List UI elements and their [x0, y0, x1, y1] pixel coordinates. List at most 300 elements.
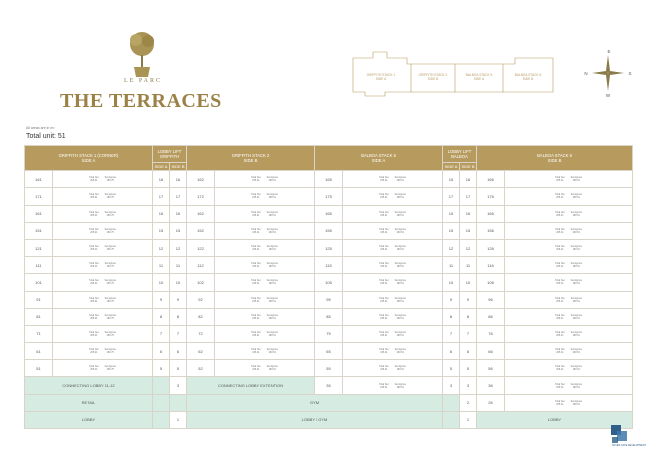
lift-floor: 16 [460, 205, 477, 222]
lift-floor: 11 [170, 257, 187, 274]
area-value: 180.75 [106, 351, 114, 355]
area-value: 180.51 [572, 316, 580, 320]
lift-floor: 7 [170, 325, 187, 342]
area-cell [505, 274, 633, 291]
table-row [25, 291, 633, 308]
lift-floor: 6 [170, 343, 187, 360]
area-value: 180.51 [572, 213, 580, 217]
lift-floor: 1 [170, 411, 187, 428]
area-label: Semigross [266, 296, 278, 300]
area-label: Semigross [266, 193, 278, 197]
area-value: 180.51 [268, 333, 276, 337]
area-label: Semigross [570, 296, 582, 300]
area-label: Semigross [266, 262, 278, 266]
header-balboa5: BALBOA STACK 5 SIDE A [315, 146, 443, 171]
area-cell [215, 291, 315, 308]
unit-number: 26 [477, 394, 505, 411]
area-label: Semigross [570, 279, 582, 283]
area-value: 205.21 [90, 316, 98, 320]
area-cell [343, 257, 443, 274]
area-value: 180.51 [396, 196, 404, 200]
area-value: 195.21 [380, 299, 388, 303]
area-label: Total Net [555, 296, 565, 300]
area-label: Semigross [394, 348, 406, 352]
lift-floor: 16 [170, 171, 187, 188]
area-value: 195.21 [252, 351, 260, 355]
lift-floor: 10 [153, 274, 170, 291]
area-value: 180.51 [572, 196, 580, 200]
area-cell [53, 239, 153, 256]
lift-floor: 3 [443, 377, 460, 394]
area-value: 180.75 [106, 196, 114, 200]
area-cell [505, 308, 633, 325]
area-value: 205.21 [90, 265, 98, 269]
lift-floor-empty [153, 394, 170, 411]
area-value: 180.51 [396, 230, 404, 234]
area-value: 195.21 [380, 196, 388, 200]
area-label: Semigross [104, 210, 116, 214]
header-side-a: SIDE A [153, 163, 170, 171]
area-label: Total Net [251, 227, 261, 231]
unit-number: 161 [25, 171, 53, 188]
header-griffith1: GRIFFITH STACK 1 (CORNER) SIDE A [25, 146, 153, 171]
area-value: 180.75 [106, 316, 114, 320]
area-label: Total Net [379, 279, 389, 283]
area-value: 180.75 [106, 248, 114, 252]
unit-number: 75 [315, 325, 343, 342]
header-side-a: SIDE A [443, 163, 460, 171]
compass-e: E [607, 49, 611, 54]
area-cell [215, 239, 315, 256]
area-label: Total Net [89, 279, 99, 283]
table-row [25, 257, 633, 274]
lift-floor: 9 [170, 291, 187, 308]
area-label: Total Net [379, 382, 389, 386]
area-label: Semigross [570, 348, 582, 352]
area-label: Total Net [555, 313, 565, 317]
area-value: 180.51 [396, 333, 404, 337]
area-value: 195.21 [380, 333, 388, 337]
area-label: Total Net [555, 348, 565, 352]
area-label: Semigross [394, 382, 406, 386]
area-cell [53, 205, 153, 222]
area-label: Semigross [394, 176, 406, 180]
area-label: Semigross [394, 227, 406, 231]
area-label: Total Net [555, 365, 565, 369]
area-cell [505, 222, 633, 239]
developer-name: SILVER GATE DEVELOPMENT [611, 444, 647, 447]
retail-label: RETAIL [25, 394, 153, 411]
compass-w: W [605, 93, 611, 98]
table-row [25, 343, 633, 360]
lift-floor: 7 [460, 325, 477, 342]
area-value: 180.51 [572, 299, 580, 303]
unit-number: 91 [25, 291, 53, 308]
unit-number: 51 [25, 360, 53, 377]
area-label: Semigross [266, 365, 278, 369]
area-value: 180.51 [268, 265, 276, 269]
area-label: Semigross [394, 296, 406, 300]
lift-floor: 11 [153, 257, 170, 274]
area-value: 205.21 [90, 368, 98, 372]
header-side-b: SIDE B [461, 164, 475, 170]
area-value: 205.21 [90, 213, 98, 217]
area-value: 180.75 [106, 368, 114, 372]
area-cell [343, 188, 443, 205]
lift-floor: 17 [170, 188, 187, 205]
area-value: 195.21 [252, 213, 260, 217]
lift-floor: 12 [170, 239, 187, 256]
area-value: 180.51 [268, 248, 276, 252]
table-row [25, 188, 633, 205]
area-cell [215, 325, 315, 342]
area-label: Semigross [104, 365, 116, 369]
area-cell [505, 188, 633, 205]
area-label: Semigross [570, 210, 582, 214]
lift-floor: 3 [460, 377, 477, 394]
unit-number: 172 [187, 188, 215, 205]
lift-floor: 15 [170, 222, 187, 239]
lift-floor: 10 [460, 274, 477, 291]
lift-floor: 1 [460, 411, 477, 428]
lift-floor: 15 [460, 222, 477, 239]
area-label: Semigross [394, 365, 406, 369]
unit-number: 35 [315, 377, 343, 394]
unit-number: 115 [315, 257, 343, 274]
lift-floor: 8 [443, 308, 460, 325]
area-value: 195.21 [252, 196, 260, 200]
area-value: 180.51 [572, 333, 580, 337]
area-cell [343, 205, 443, 222]
table-row [25, 360, 633, 377]
area-label: Semigross [394, 193, 406, 197]
area-value: 180.51 [396, 316, 404, 320]
lift-floor-empty [443, 394, 460, 411]
area-value: 205.21 [556, 248, 564, 252]
area-value: 205.21 [90, 351, 98, 355]
area-value: 195.21 [380, 316, 388, 320]
page-title: THE TERRACES [60, 90, 222, 112]
gym-label: GYM [187, 394, 443, 411]
area-value: 180.75 [106, 230, 114, 234]
area-label: Total Net [89, 365, 99, 369]
area-label: Semigross [394, 330, 406, 334]
area-value: 195.21 [380, 385, 388, 389]
area-value: 205.21 [556, 299, 564, 303]
area-value: 195.21 [380, 179, 388, 183]
area-label: Total Net [89, 210, 99, 214]
area-value: 180.51 [396, 213, 404, 217]
area-label: Total Net [555, 382, 565, 386]
area-label: Total Net [251, 176, 261, 180]
lift-floor: 8 [153, 308, 170, 325]
area-label: Total Net [251, 193, 261, 197]
area-label: Total Net [379, 348, 389, 352]
keyplan-label-2: GRIFFITH STACK 2 [418, 73, 448, 77]
lift-floor: 15 [443, 171, 460, 188]
area-value: 180.51 [572, 385, 580, 389]
area-cell [53, 257, 153, 274]
area-label: Semigross [266, 227, 278, 231]
compass-s: S [628, 71, 632, 76]
area-label: Total Net [251, 296, 261, 300]
area-label: Semigross [570, 365, 582, 369]
lift-floor: 6 [443, 343, 460, 360]
area-value: 180.51 [268, 368, 276, 372]
unit-number: 165 [315, 205, 343, 222]
area-cell [215, 188, 315, 205]
area-value: 180.51 [268, 282, 276, 286]
area-label: Semigross [266, 245, 278, 249]
header-lift-griffith: LOBBY LIFT GRIFFITH [153, 146, 187, 163]
developer-logo-icon [610, 424, 647, 450]
area-value: 195.21 [380, 213, 388, 217]
area-label: Semigross [394, 210, 406, 214]
area-label: Total Net [251, 313, 261, 317]
area-value: 180.75 [106, 333, 114, 337]
unit-number: 165 [315, 171, 343, 188]
unit-number: 125 [315, 239, 343, 256]
unit-number: 155 [315, 222, 343, 239]
area-value: 195.21 [380, 248, 388, 252]
lift-floor: 7 [153, 325, 170, 342]
area-value: 180.51 [268, 196, 276, 200]
lift-floor-empty [153, 411, 170, 428]
area-value: 180.75 [106, 282, 114, 286]
header-balboa6: BALBOA STACK 6 SIDE B [477, 146, 633, 171]
table-row [25, 325, 633, 342]
unit-number: 72 [187, 325, 215, 342]
table-row [25, 308, 633, 325]
area-label: Total Net [89, 245, 99, 249]
area-label: Semigross [570, 193, 582, 197]
unit-number: 96 [477, 291, 505, 308]
area-value: 205.21 [556, 230, 564, 234]
unit-number: 116 [477, 257, 505, 274]
unit-number: 166 [477, 171, 505, 188]
unit-number: 36 [477, 377, 505, 394]
area-label: Total Net [555, 227, 565, 231]
area-value: 180.51 [572, 368, 580, 372]
lift-floor: 15 [443, 222, 460, 239]
lift-floor: 17 [443, 188, 460, 205]
connecting-extension-label: CONNECTING LOBBY EXTENTION [187, 377, 315, 394]
area-cell [343, 360, 443, 377]
area-cell [505, 360, 633, 377]
unit-number: 82 [187, 308, 215, 325]
lift-floor: 12 [460, 239, 477, 256]
table-row [25, 239, 633, 256]
area-cell [215, 171, 315, 188]
header-griffith2: GRIFFITH STACK 2 SIDE B [187, 146, 315, 171]
area-label: Total Net [89, 262, 99, 266]
area-label: Semigross [394, 245, 406, 249]
unit-number: 52 [187, 360, 215, 377]
area-label: Semigross [266, 210, 278, 214]
unit-number: 105 [315, 274, 343, 291]
lift-floor: 6 [153, 343, 170, 360]
unit-number: 162 [187, 205, 215, 222]
area-label: Total Net [251, 330, 261, 334]
area-value: 205.21 [90, 248, 98, 252]
area-cell [215, 274, 315, 291]
area-cell [53, 308, 153, 325]
key-plan-diagram [345, 48, 560, 100]
area-label: Total Net [251, 210, 261, 214]
area-cell [215, 360, 315, 377]
lift-floor: 5 [443, 360, 460, 377]
area-value: 195.21 [252, 368, 260, 372]
unit-number: 55 [315, 360, 343, 377]
area-cell [215, 343, 315, 360]
area-value: 205.21 [90, 333, 98, 337]
area-value: 180.75 [106, 213, 114, 217]
area-label: Semigross [104, 348, 116, 352]
area-value: 205.21 [556, 196, 564, 200]
area-cell [343, 343, 443, 360]
area-cell [215, 308, 315, 325]
keyplan-label-4b: SIDE B [522, 77, 534, 81]
area-value: 180.51 [396, 179, 404, 183]
area-label: Total Net [251, 245, 261, 249]
lift-floor-empty [170, 394, 187, 411]
lift-floor: 7 [443, 325, 460, 342]
table-row [25, 205, 633, 222]
unit-number: 112 [187, 257, 215, 274]
unit-number: 162 [187, 171, 215, 188]
area-value: 195.21 [252, 333, 260, 337]
lift-floor: 16 [170, 205, 187, 222]
area-cell [53, 343, 153, 360]
area-value: 195.21 [252, 316, 260, 320]
lift-floor: 9 [153, 291, 170, 308]
unit-number: 161 [25, 205, 53, 222]
table-row [25, 222, 633, 239]
area-cell [505, 239, 633, 256]
area-label: Semigross [570, 399, 582, 403]
lift-floor: 9 [460, 291, 477, 308]
unit-number: 66 [477, 343, 505, 360]
compass-n: N [584, 71, 588, 76]
area-label: Semigross [570, 262, 582, 266]
area-label: Total Net [555, 193, 565, 197]
area-value: 195.21 [252, 299, 260, 303]
header-side-b: SIDE B [171, 164, 185, 170]
area-label: Semigross [104, 227, 116, 231]
area-label: Total Net [555, 399, 565, 403]
area-label: Total Net [89, 296, 99, 300]
lift-floor: 15 [443, 205, 460, 222]
unit-number: 106 [477, 274, 505, 291]
area-label: Semigross [266, 176, 278, 180]
keyplan-label-1b: SIDE A [375, 77, 387, 81]
keyplan-label-3: BALBOA STACK 5 [465, 73, 493, 77]
area-value: 180.75 [106, 265, 114, 269]
area-label: Semigross [570, 313, 582, 317]
area-label: Total Net [89, 330, 99, 334]
table-row [25, 274, 633, 291]
area-value: 180.51 [268, 351, 276, 355]
area-label: Total Net [555, 330, 565, 334]
area-label: Semigross [266, 279, 278, 283]
area-cell [53, 274, 153, 291]
area-cell [53, 222, 153, 239]
lift-floor: 9 [443, 291, 460, 308]
area-value: 195.21 [380, 368, 388, 372]
area-label: Total Net [251, 279, 261, 283]
lift-floor: 11 [460, 257, 477, 274]
keyplan-label-2b: SIDE B [427, 77, 439, 81]
unit-number: 101 [25, 274, 53, 291]
lift-floor: 3 [170, 377, 187, 394]
area-value: 205.21 [90, 299, 98, 303]
area-label: Semigross [104, 279, 116, 283]
unit-number: 102 [187, 274, 215, 291]
lift-floor: 15 [153, 222, 170, 239]
area-label: Total Net [89, 193, 99, 197]
lift-floor: 16 [153, 171, 170, 188]
area-cell [505, 343, 633, 360]
unit-number: 156 [477, 222, 505, 239]
area-cell [343, 291, 443, 308]
area-label: Total Net [89, 176, 99, 180]
lift-floor: 11 [443, 257, 460, 274]
lift-floor: 5 [170, 360, 187, 377]
area-label: Semigross [104, 296, 116, 300]
tree-logo-icon [122, 30, 162, 78]
area-value: 180.51 [396, 351, 404, 355]
area-value: 180.51 [572, 179, 580, 183]
lobby-gym-label: LOBBY / GYM [187, 411, 443, 428]
area-value: 195.21 [252, 230, 260, 234]
area-label: Total Net [251, 262, 261, 266]
unit-number: 121 [25, 239, 53, 256]
area-label: Total Net [555, 245, 565, 249]
area-label: Total Net [251, 348, 261, 352]
area-cell [343, 377, 443, 394]
unit-number: 81 [25, 308, 53, 325]
area-label: Semigross [104, 245, 116, 249]
unit-number: 92 [187, 291, 215, 308]
area-label: Semigross [266, 313, 278, 317]
area-value: 180.51 [396, 282, 404, 286]
lift-floor: 12 [153, 239, 170, 256]
unit-number: 152 [187, 222, 215, 239]
area-value: 195.21 [252, 265, 260, 269]
lift-floor: 10 [170, 274, 187, 291]
lift-floor: 17 [460, 188, 477, 205]
area-label: Semigross [104, 262, 116, 266]
area-value: 205.21 [90, 282, 98, 286]
lift-floor: 5 [153, 360, 170, 377]
lift-floor: 6 [460, 343, 477, 360]
area-label: Total Net [89, 348, 99, 352]
area-value: 205.21 [556, 179, 564, 183]
lift-floor: 17 [153, 188, 170, 205]
brand-name: LE PARC [124, 78, 162, 84]
header-lift-balboa: LOBBY LIFT BALBOA [443, 146, 477, 163]
lobby-label-right: LOBBY [477, 411, 633, 428]
area-label: Total Net [555, 176, 565, 180]
area-value: 180.51 [268, 213, 276, 217]
unit-number: 65 [315, 343, 343, 360]
keyplan-label-3b: SIDE A [473, 77, 485, 81]
area-value: 180.51 [268, 230, 276, 234]
area-label: Total Net [89, 227, 99, 231]
lift-floor: 5 [460, 360, 477, 377]
area-label: Semigross [104, 330, 116, 334]
area-cell [343, 308, 443, 325]
